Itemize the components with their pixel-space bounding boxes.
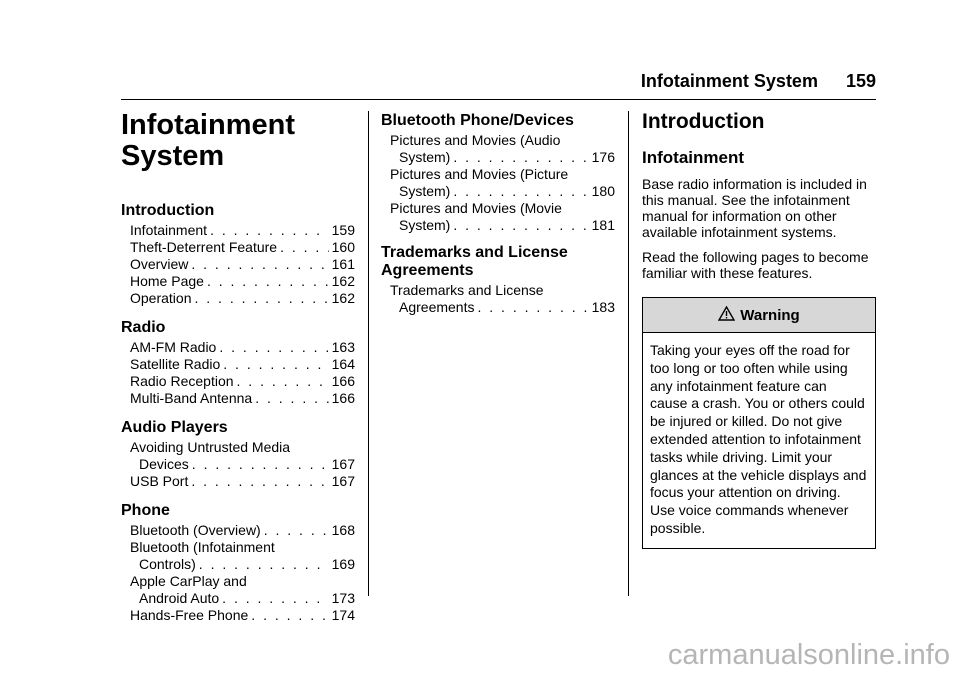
warning-text: Taking your eyes off the road for too long or too often while using any infotainment feature can cause a crash. You or others could be injured or killed. Do not give extended attention to infotainment tasks while driving. Limit your glances at the vehicle displays and focus your attention on driving. Use voice commands whenever possible. bbox=[650, 342, 867, 536]
toc-section-entries bbox=[130, 339, 355, 407]
toc-entry[interactable]: Home Page . . . 162 bbox=[130, 273, 355, 290]
chapter-title: Infotainment System bbox=[121, 109, 295, 172]
toc-entry-first-line[interactable]: Bluetooth (Infotainment bbox=[130, 539, 275, 555]
toc-entry-first-line[interactable]: Pictures and Movies (Audio bbox=[390, 132, 561, 148]
running-header bbox=[0, 71, 876, 92]
toc-entry[interactable]: Devices . . . 167 bbox=[130, 456, 355, 473]
toc-entry[interactable]: Multi-Band Antenna . . . 166 bbox=[130, 390, 355, 407]
toc-section-entries bbox=[130, 522, 355, 624]
section-heading: Introduction bbox=[642, 110, 765, 133]
toc-entry-first-line[interactable]: Apple CarPlay and bbox=[130, 573, 247, 589]
toc-entry[interactable]: Overview . . . 161 bbox=[130, 256, 355, 273]
toc-section-heading: Radio bbox=[121, 319, 166, 336]
watermark: carmanualsonline.info bbox=[667, 639, 950, 671]
toc-entry[interactable]: Operation . . . 162 bbox=[130, 290, 355, 307]
column-divider bbox=[368, 111, 369, 596]
toc-section-heading: Bluetooth Phone/Devices bbox=[381, 112, 574, 129]
toc-entry[interactable]: Hands-Free Phone . . . 174 bbox=[130, 607, 355, 624]
body-paragraph: Base radio information is included in this manual. See the infotainment manual for information on other available infotainment systems. bbox=[642, 176, 867, 240]
warning-title: Warning bbox=[740, 306, 800, 324]
toc-entry[interactable]: Android Auto . . . 173 bbox=[130, 590, 355, 607]
toc-column-2 bbox=[381, 108, 615, 316]
toc-section-heading: Introduction bbox=[121, 202, 215, 219]
toc-entry[interactable]: Theft-Deterrent Feature . . . 160 bbox=[130, 239, 355, 256]
column-divider bbox=[628, 111, 629, 596]
toc-entry[interactable]: Controls) . . . 169 bbox=[130, 556, 355, 573]
warning-box bbox=[642, 297, 876, 549]
toc-section-entries bbox=[130, 439, 355, 490]
toc-section-heading: Phone bbox=[121, 502, 170, 519]
toc-entry[interactable]: System) . . . 180 bbox=[390, 183, 615, 200]
toc-entry[interactable]: USB Port . . . 167 bbox=[130, 473, 355, 490]
toc-entry-first-line[interactable]: Pictures and Movies (Movie bbox=[390, 200, 562, 216]
toc-column-1 bbox=[121, 108, 355, 624]
toc-entry[interactable]: System) . . . 176 bbox=[390, 149, 615, 166]
toc-entry[interactable]: Radio Reception . . . 166 bbox=[130, 373, 355, 390]
toc-entry-first-line[interactable]: Avoiding Untrusted Media bbox=[130, 439, 291, 455]
body-paragraph: Read the following pages to become familiar with these features. bbox=[642, 249, 869, 281]
toc-entry[interactable]: Infotainment . . . 159 bbox=[130, 222, 355, 239]
toc-section-heading: Audio Players bbox=[121, 419, 228, 436]
toc-section-entries bbox=[390, 132, 615, 234]
page-number: 159 bbox=[845, 71, 876, 91]
toc-entry[interactable]: Satellite Radio . . . 164 bbox=[130, 356, 355, 373]
toc-section-entries bbox=[390, 282, 615, 316]
toc-entry[interactable]: Bluetooth (Overview) . . . 168 bbox=[130, 522, 355, 539]
header-rule bbox=[121, 99, 876, 100]
content-column bbox=[642, 108, 876, 549]
warning-triangle-icon bbox=[718, 306, 735, 324]
toc-section-heading: Trademarks and License Agreements bbox=[381, 244, 568, 279]
subsection-heading: Infotainment bbox=[642, 148, 744, 167]
toc-entry[interactable]: AM-FM Radio . . . 163 bbox=[130, 339, 355, 356]
toc-section-entries bbox=[130, 222, 355, 307]
warning-header bbox=[643, 298, 875, 333]
toc-entry[interactable]: Agreements . . . 183 bbox=[390, 299, 615, 316]
toc-entry-first-line[interactable]: Trademarks and License bbox=[390, 282, 544, 298]
toc-entry[interactable]: System) . . . 181 bbox=[390, 217, 615, 234]
toc-entry-first-line[interactable]: Pictures and Movies (Picture bbox=[390, 166, 569, 182]
running-header-section: Infotainment System bbox=[640, 71, 818, 91]
